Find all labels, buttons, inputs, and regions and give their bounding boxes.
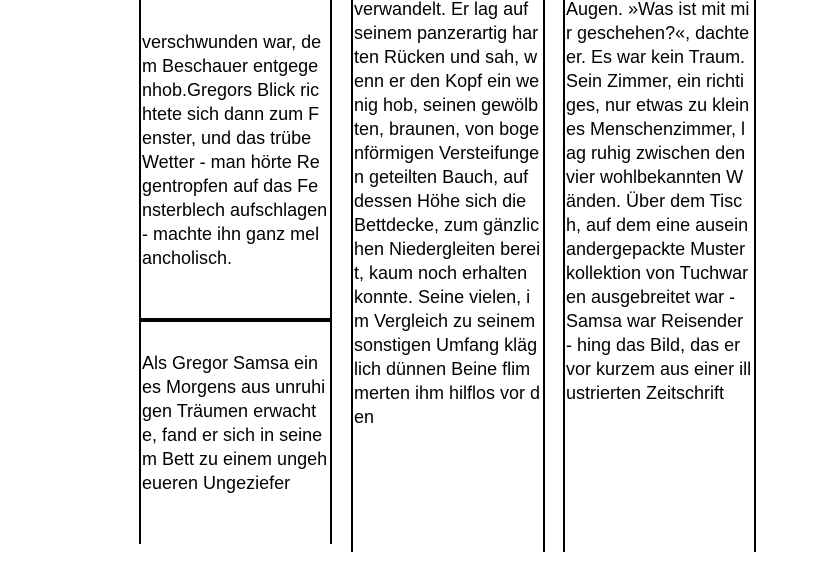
- text-column-middle: [351, 0, 545, 552]
- text-column-left: [139, 0, 332, 544]
- paragraph-right: Augen. »Was ist mit mir geschehen?«, dachte er. Es war kein Traum. Sein Zimmer, ein richtiges, nur etwas zu kleines Menschenzimmer, lag ruhig zwischen den vier wohlbekannten Wänden. Über dem Tisch, auf dem eine auseinandergepackte Musterkollektion von Tuchwaren ausgebreitet war - Samsa war Reisender - hing das Bild, das er vor kurzem aus einer illustrierten Zeitschrift: [566, 0, 752, 403]
- paragraph-middle: verwandelt. Er lag auf seinem panzerartig harten Rücken und sah, wenn er den Kopf ein wenig hob, seinen gewölbten, braunen, von bogenförmigen Versteifungen geteilten Bauch, auf dessen Höhe sich die Bettdecke, zum gänzlichen Niedergleiten bereit, kaum noch erhalten konnte. Seine vielen, im Vergleich zu seinem sonstigen Umfang kläglich dünnen Beine flimmerten ihm hilflos vor den: [354, 0, 541, 427]
- paragraph-start: Als Gregor Samsa eines Morgens aus unruhigen Träumen erwachte, fand er sich in seinem Bett zu einem ungeheueren Ungeziefer: [142, 353, 328, 493]
- text-column-right: [563, 0, 756, 552]
- paragraph-continued: verschwunden war, dem Beschauer entgegenhob.Gregors Blick richtete sich dann zum Fenster, und das trübe Wetter - man hörte Regentropfen auf das Fensterblech aufschlagen - machte ihn ganz melancholisch.: [142, 32, 328, 268]
- paragraph-divider: [141, 318, 330, 322]
